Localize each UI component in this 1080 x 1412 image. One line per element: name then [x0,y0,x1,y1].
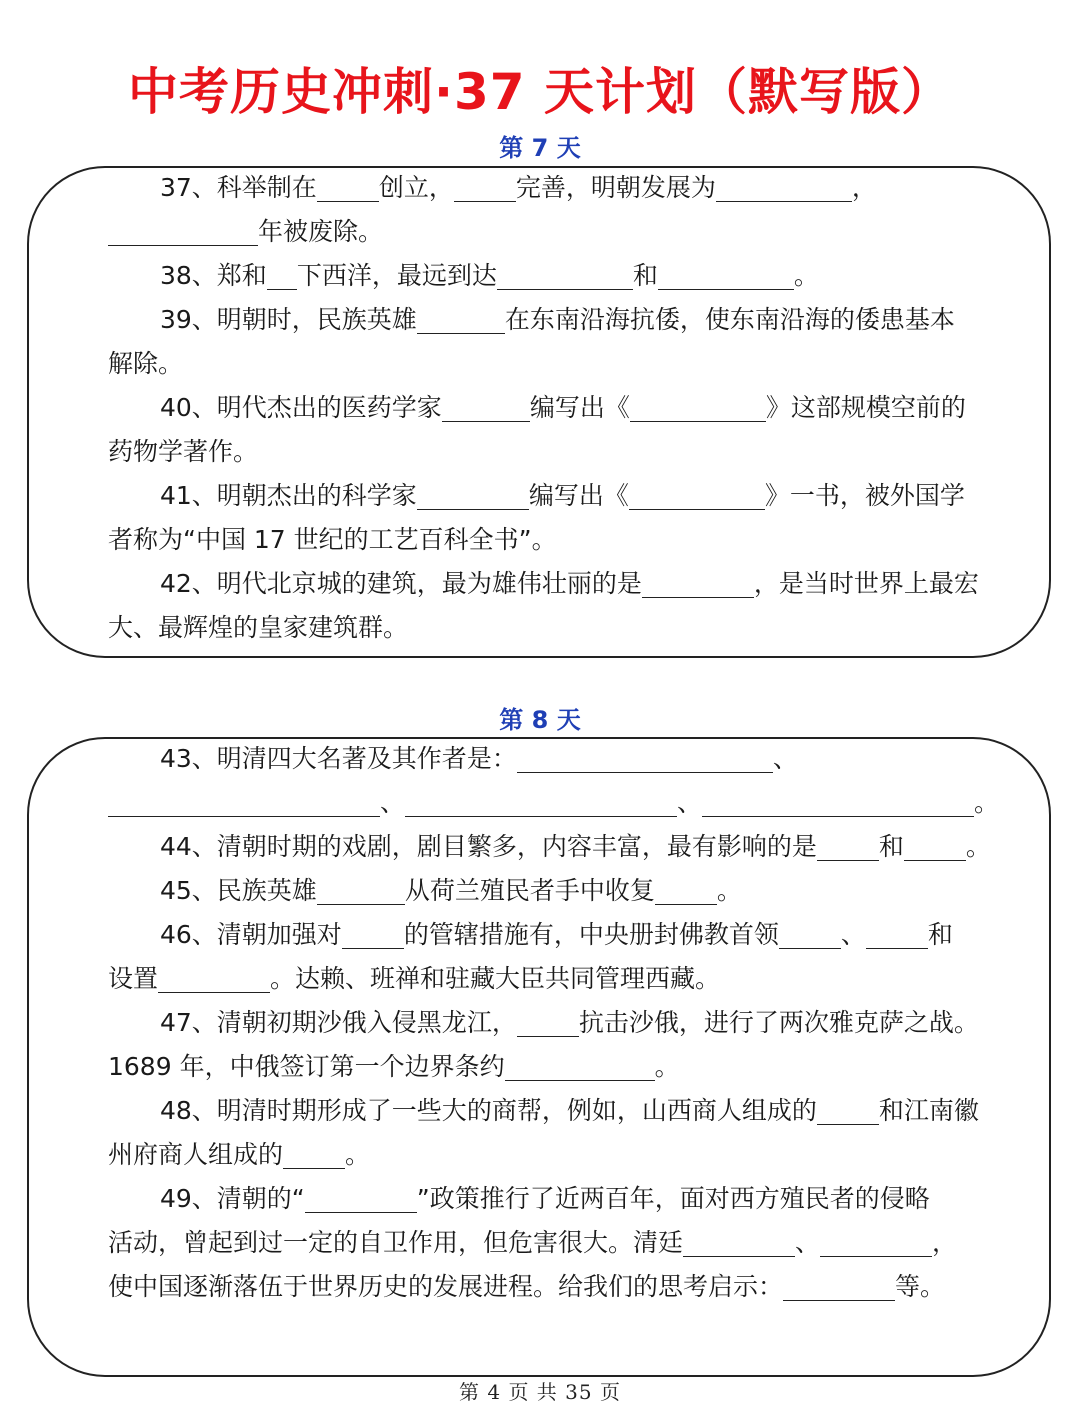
blank[interactable] [283,1140,345,1169]
question-49-cont2: 使中国逐渐落伍于世界历史的发展进程。给我们的思考启示： 等。 [108,1272,946,1301]
question-42-cont: 大、最辉煌的皇家建筑群。 [108,613,409,642]
question-37-cont: 年被废除。 [108,210,998,254]
blank[interactable] [108,217,258,246]
blank[interactable] [702,788,974,817]
question-46-cont: 设置 。达赖、班禅和驻藏大臣共同管理西藏。 [108,964,721,993]
blank[interactable] [108,788,380,817]
question-38: 38、郑和 下西洋，最远到达 和 。 [160,261,819,290]
question-43-cont: 、 、 。 [108,781,998,825]
blank[interactable] [779,920,841,949]
blank[interactable] [817,832,879,861]
blank[interactable] [820,1228,932,1257]
question-41: 41、明朝杰出的科学家 编写出《 》一书，被外国学 [160,481,965,510]
question-45: 45、民族英雄 从荷兰殖民者手中收复 。 [160,876,742,905]
blank[interactable] [442,393,530,422]
blank[interactable] [417,305,505,334]
day-8-heading: 第 8 天 [499,706,581,734]
blank[interactable] [305,1184,417,1213]
blank[interactable] [317,876,405,905]
page-title: 中考历史冲刺·37 天计划（默写版） [128,63,952,121]
question-46: 46、清朝加强对 的管辖措施有，中央册封佛教首领 、 和 [160,920,953,949]
blank[interactable] [517,1008,579,1037]
question-47: 47、清朝初期沙俄入侵黑龙江， 抗击沙俄，进行了两次雅克萨之战。 [160,1008,979,1037]
blank[interactable] [517,744,773,773]
blank[interactable] [716,173,852,202]
question-40-cont: 药物学著作。 [108,437,259,466]
question-40: 40、明代杰出的医药学家 编写出《 》这部规模空前的 [160,393,966,422]
blank[interactable] [683,1228,795,1257]
blank[interactable] [317,173,379,202]
blank[interactable] [629,481,765,510]
question-39: 39、明朝时，民族英雄 在东南沿海抗倭，使东南沿海的倭患基本 [160,305,955,334]
blank[interactable] [655,876,717,905]
question-49: 49、清朝的“ ”政策推行了近两百年，面对西方殖民者的侵略 [160,1184,930,1213]
blank[interactable] [267,261,297,290]
question-47-cont: 1689 年，中俄签订第一个边界条约 。 [108,1052,680,1081]
day-7-heading: 第 7 天 [499,134,581,162]
question-37: 37、科举制在 创立， 完善，明朝发展为 ， [160,173,877,202]
blank[interactable] [630,393,766,422]
question-48-cont: 州府商人组成的 。 [108,1140,371,1169]
blank[interactable] [904,832,966,861]
question-44: 44、清朝时期的戏剧，剧目繁多，内容丰富，最有影响的是 和 。 [160,832,991,861]
blank[interactable] [342,920,404,949]
blank[interactable] [817,1096,879,1125]
blank[interactable] [497,261,633,290]
blank[interactable] [783,1272,895,1301]
blank[interactable] [642,569,754,598]
question-41-cont: 者称为“中国 17 世纪的工艺百科全书”。 [108,525,557,554]
page-footer: 第 4 页 共 35 页 [459,1380,621,1404]
question-49-cont: 活动，曾起到过一定的自卫作用，但危害很大。清廷 、 ， [108,1228,958,1257]
question-39-cont: 解除。 [108,349,184,378]
blank[interactable] [417,481,529,510]
blank[interactable] [158,964,270,993]
question-42: 42、明代北京城的建筑，最为雄伟壮丽的是 ，是当时世界上最宏 [160,569,979,598]
question-43: 43、明清四大名著及其作者是： 、 [160,744,798,773]
blank[interactable] [405,788,677,817]
blank[interactable] [658,261,794,290]
blank[interactable] [866,920,928,949]
blank[interactable] [505,1052,655,1081]
blank[interactable] [454,173,516,202]
question-48: 48、明清时期形成了一些大的商帮，例如，山西商人组成的 和江南徽 [160,1096,979,1125]
